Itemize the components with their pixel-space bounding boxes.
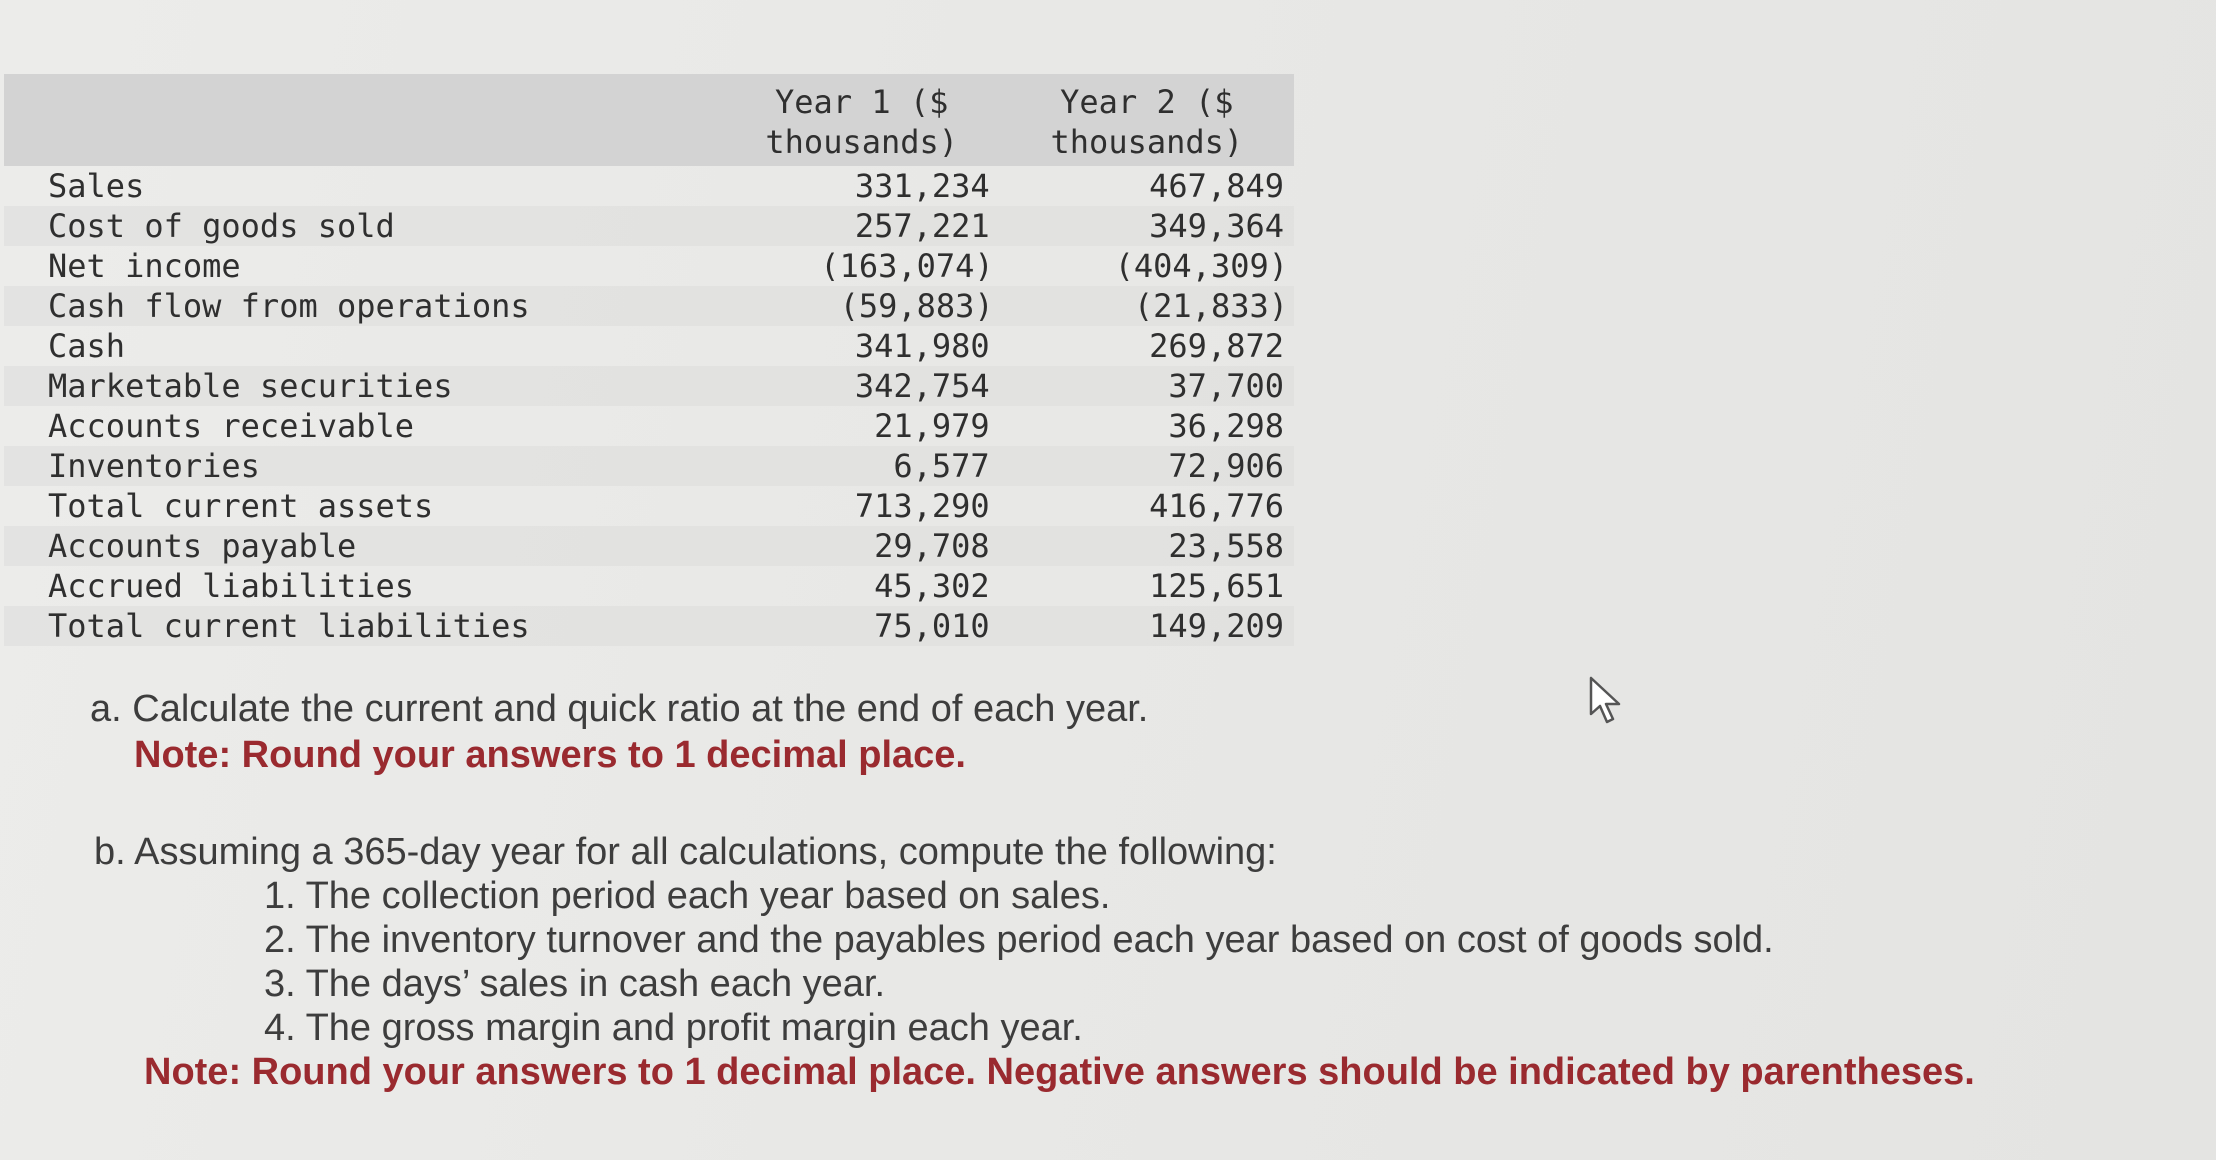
table-row (4, 486, 1294, 526)
row-year2-value: (21,833) (1000, 286, 1294, 326)
question-a (90, 686, 1148, 778)
row-year2-value: (404,309) (1114, 247, 1288, 285)
row-year2-value: 467,849 (1149, 167, 1284, 205)
header-year2 (1000, 74, 1294, 166)
row-label: Inventories (4, 446, 724, 486)
row-label: Marketable securities (4, 366, 724, 406)
row-year1-value: 45,302 (874, 567, 990, 605)
table-row (4, 286, 1294, 326)
row-label: Accounts payable (4, 526, 724, 566)
question-b-list (94, 874, 1975, 1050)
row-year1-value: 713,290 (854, 487, 990, 525)
financial-table-container (4, 74, 1294, 646)
table-row (4, 566, 1294, 606)
row-year2-value: 23,558 (1000, 526, 1294, 566)
row-year1-value: 257,221 (724, 206, 1000, 246)
table-row (4, 206, 1294, 246)
table-row (4, 326, 1294, 366)
row-year1-value: (59,883) (724, 286, 1000, 326)
table-row (4, 526, 1294, 566)
row-year1-value: 342,754 (724, 366, 1000, 406)
row-year2-value: 349,364 (1000, 206, 1294, 246)
row-year2-value: 149,209 (1000, 606, 1294, 646)
row-label: Total current assets (48, 487, 434, 525)
header-year1 (724, 74, 1000, 166)
table-row (4, 366, 1294, 406)
table-row (4, 406, 1294, 446)
row-label: Cost of goods sold (4, 206, 724, 246)
row-label: Accounts receivable (48, 407, 415, 445)
question-a-text: a. Calculate the current and quick ratio at the end of each year. (90, 688, 1149, 730)
row-year2-value: 37,700 (1000, 366, 1294, 406)
row-year1-value: 331,234 (854, 167, 990, 205)
header-label (4, 74, 724, 166)
row-year2-value: 72,906 (1000, 446, 1294, 486)
table-row (4, 606, 1294, 646)
row-year2-value: 269,872 (1149, 327, 1284, 365)
row-year1-value: 6,577 (724, 446, 1000, 486)
question-a-note: Note: Round your answers to 1 decimal place. (134, 734, 966, 776)
question-b-note: Note: Round your answers to 1 decimal place. Negative answers should be indicated by parentheses. (144, 1051, 1975, 1093)
row-year1-value: 29,708 (724, 526, 1000, 566)
row-year1-value: 21,979 (874, 407, 990, 445)
row-label: Net income (48, 247, 241, 285)
table-row (4, 166, 1294, 206)
question-b-item: 3. The days’ sales in cash each year. (264, 963, 886, 1005)
row-label: Cash (48, 327, 126, 365)
row-year2-value: 36,298 (1168, 407, 1284, 445)
question-b (94, 830, 1975, 1094)
header-year2-text: Year 2 ($ thousands) (1050, 83, 1244, 161)
row-year1-value: 75,010 (724, 606, 1000, 646)
table-row (4, 246, 1294, 286)
question-b-text: b. Assuming a 365-day year for all calculations, compute the following: (94, 831, 1277, 873)
row-label: Accrued liabilities (48, 567, 415, 605)
mouse-pointer-icon (1588, 676, 1624, 726)
row-year2-value: 416,776 (1149, 487, 1284, 525)
row-label: Sales (48, 167, 145, 205)
row-label: Cash flow from operations (4, 286, 724, 326)
row-year2-value: 125,651 (1149, 567, 1284, 605)
question-b-item: 1. The collection period each year based on sales. (264, 875, 1111, 917)
table-header-row (4, 74, 1294, 166)
financial-data-table (4, 74, 1294, 646)
table-row (4, 446, 1294, 486)
row-label: Total current liabilities (4, 606, 724, 646)
question-b-item: 2. The inventory turnover and the payables period each year based on cost of goods sold. (264, 919, 1774, 961)
row-year1-value: (163,074) (820, 247, 994, 285)
question-b-item: 4. The gross margin and profit margin each year. (264, 1007, 1083, 1049)
row-year1-value: 341,980 (854, 327, 990, 365)
header-year1-text: Year 1 ($ thousands) (765, 83, 959, 161)
